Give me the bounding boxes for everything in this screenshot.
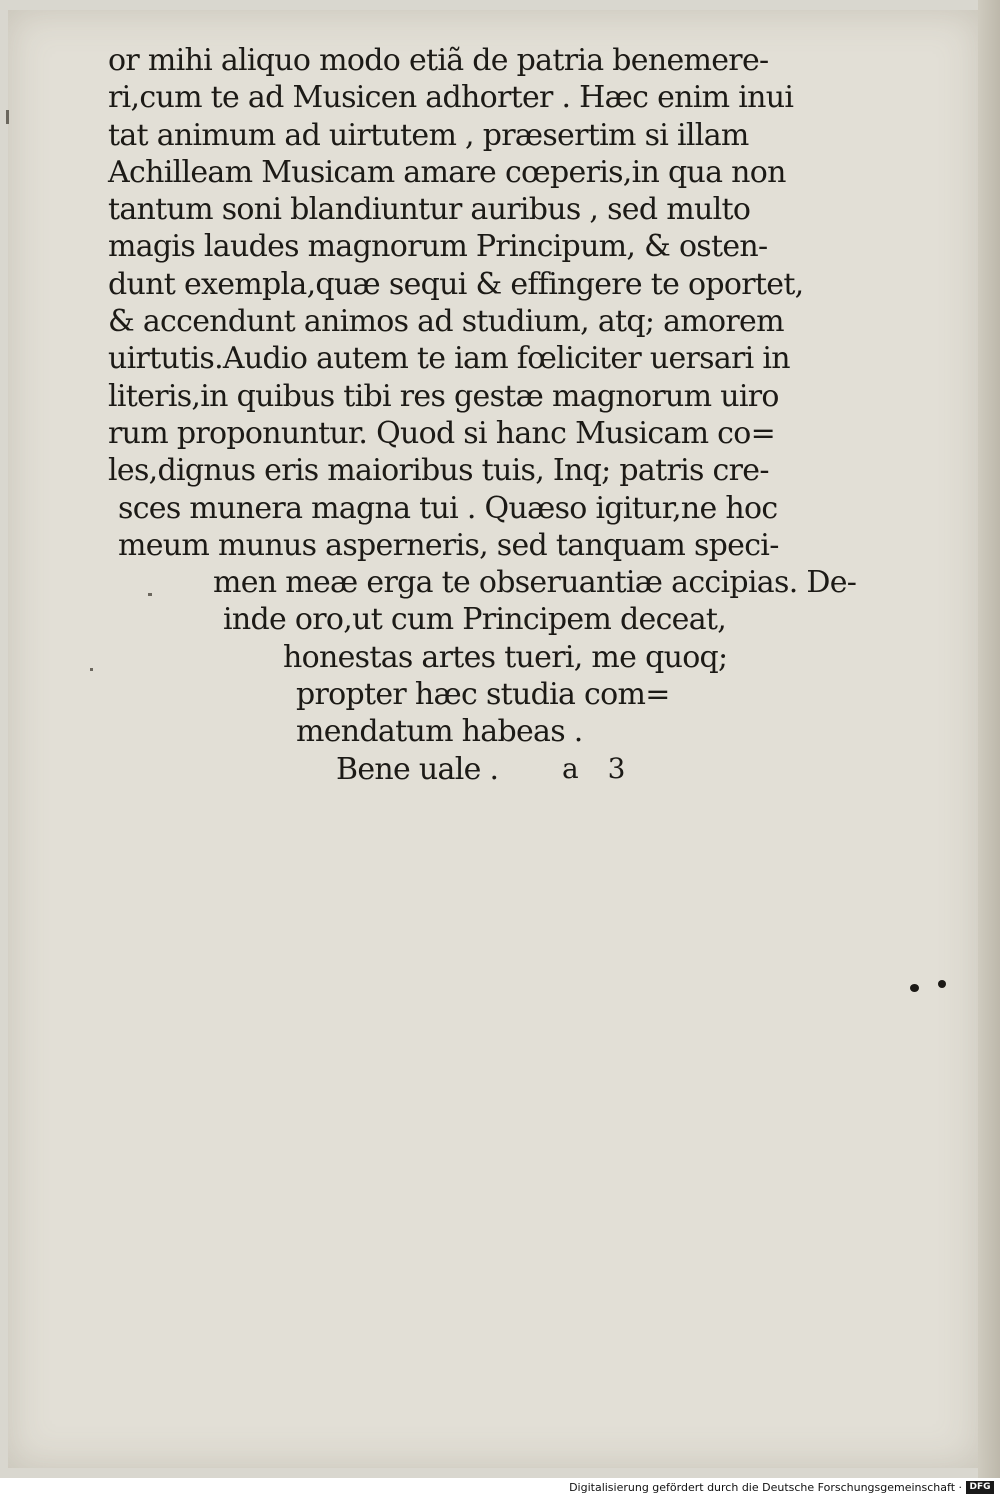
margin-mark	[6, 110, 9, 124]
text-line: dunt exempla,quæ sequi & effingere te oportet,	[108, 266, 804, 302]
dfg-logo-icon: DFG	[966, 1481, 994, 1494]
text-line: Achilleam Musicam amare cœperis,in qua non	[108, 154, 786, 190]
text-line: propter hæc studia com=	[296, 677, 670, 713]
text-line: inde oro,ut cum Principem deceat,	[223, 602, 727, 638]
text-line: les,dignus eris maioribus tuis, Inq; patris cre-	[108, 453, 769, 489]
text-line: literis,in quibus tibi res gestæ magnorum uiro	[108, 378, 779, 414]
margin-mark	[90, 668, 93, 671]
text-line: meum munus asperneris, sed tanquam speci-	[118, 527, 779, 563]
text-line: honestas artes tueri, me quoq;	[283, 639, 728, 675]
ink-dot	[910, 984, 919, 992]
text-line: men meæ erga te obseruantiæ accipias. De-	[213, 565, 857, 601]
page-edge	[978, 0, 1000, 1478]
text-line: tantum soni blandiuntur auribus , sed multo	[108, 192, 751, 228]
signature-mark: a 3	[562, 752, 636, 785]
text-line: uirtutis.Audio autem te iam fœliciter uersari in	[108, 341, 790, 377]
text-line: mendatum habeas .	[296, 714, 583, 750]
text-line: tat animum ad uirtutem , præsertim si illam	[108, 117, 749, 153]
footer-bar	[0, 1478, 1000, 1498]
text-line: or mihi aliquo modo etiã de patria benemere-	[108, 43, 769, 78]
text-line: ri,cum te ad Musicen adhorter . Hæc enim inui	[108, 80, 794, 116]
latin-text-block	[108, 42, 857, 788]
margin-mark	[148, 593, 152, 596]
text-line: & accendunt animos ad studium, atq; amorem	[108, 304, 784, 340]
text-line: magis laudes magnorum Principum, & osten-	[108, 229, 768, 265]
funding-credit: Digitalisierung gefördert durch die Deutsche Forschungsgemeinschaft ·	[569, 1481, 962, 1494]
text-line: rum proponuntur. Quod si hanc Musicam co=	[108, 415, 776, 451]
text-line: Bene uale .	[336, 751, 499, 787]
text-line: sces munera magna tui . Quæso igitur,ne hoc	[118, 490, 778, 526]
ink-dot	[938, 980, 946, 988]
